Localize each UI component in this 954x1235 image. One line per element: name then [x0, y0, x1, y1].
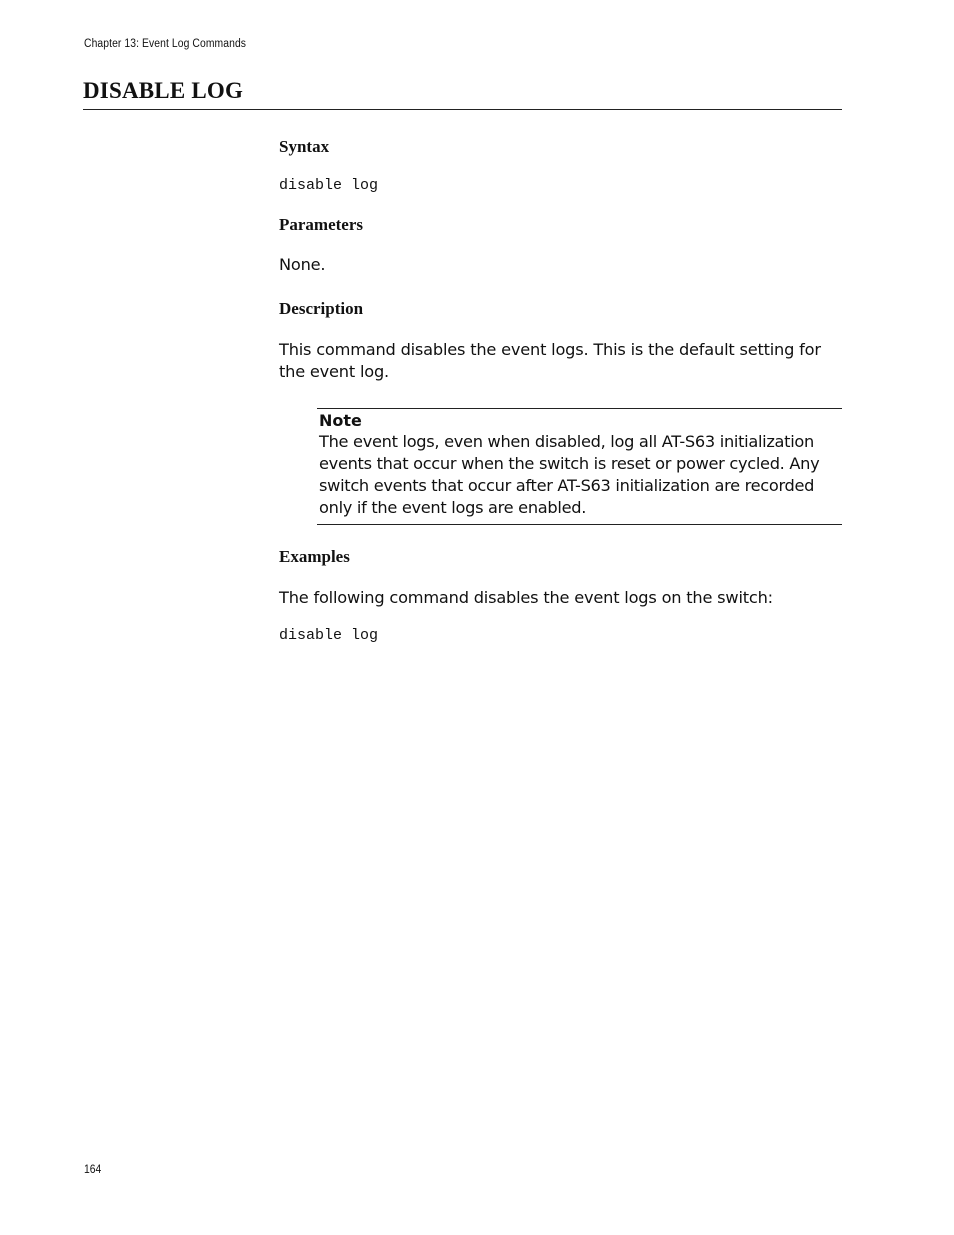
syntax-heading: Syntax	[279, 137, 330, 156]
note-box	[317, 408, 842, 525]
examples-heading: Examples	[279, 547, 350, 566]
page-title: DISABLE LOG	[83, 78, 244, 103]
description-text: This command disables the event logs. This is the default setting for the event log.	[279, 340, 821, 381]
parameters-heading: Parameters	[279, 215, 364, 234]
running-head: Chapter 13: Event Log Commands	[84, 38, 247, 50]
note-text: The event logs, even when disabled, log all AT-S63 initialization events that occur when the switch is reset or power cycled. Any switch events that occur after AT-S63 initialization are recorded only if the event logs are enabled.	[319, 432, 820, 517]
note-label: Note	[319, 411, 362, 430]
parameters-text: None.	[279, 255, 326, 274]
title-rule	[83, 109, 842, 110]
examples-code: disable log	[279, 627, 379, 644]
syntax-code: disable log	[279, 177, 379, 194]
description-heading: Description	[279, 299, 364, 318]
examples-text: The following command disables the event logs on the switch:	[279, 588, 773, 607]
page-number: 164	[84, 1164, 102, 1176]
